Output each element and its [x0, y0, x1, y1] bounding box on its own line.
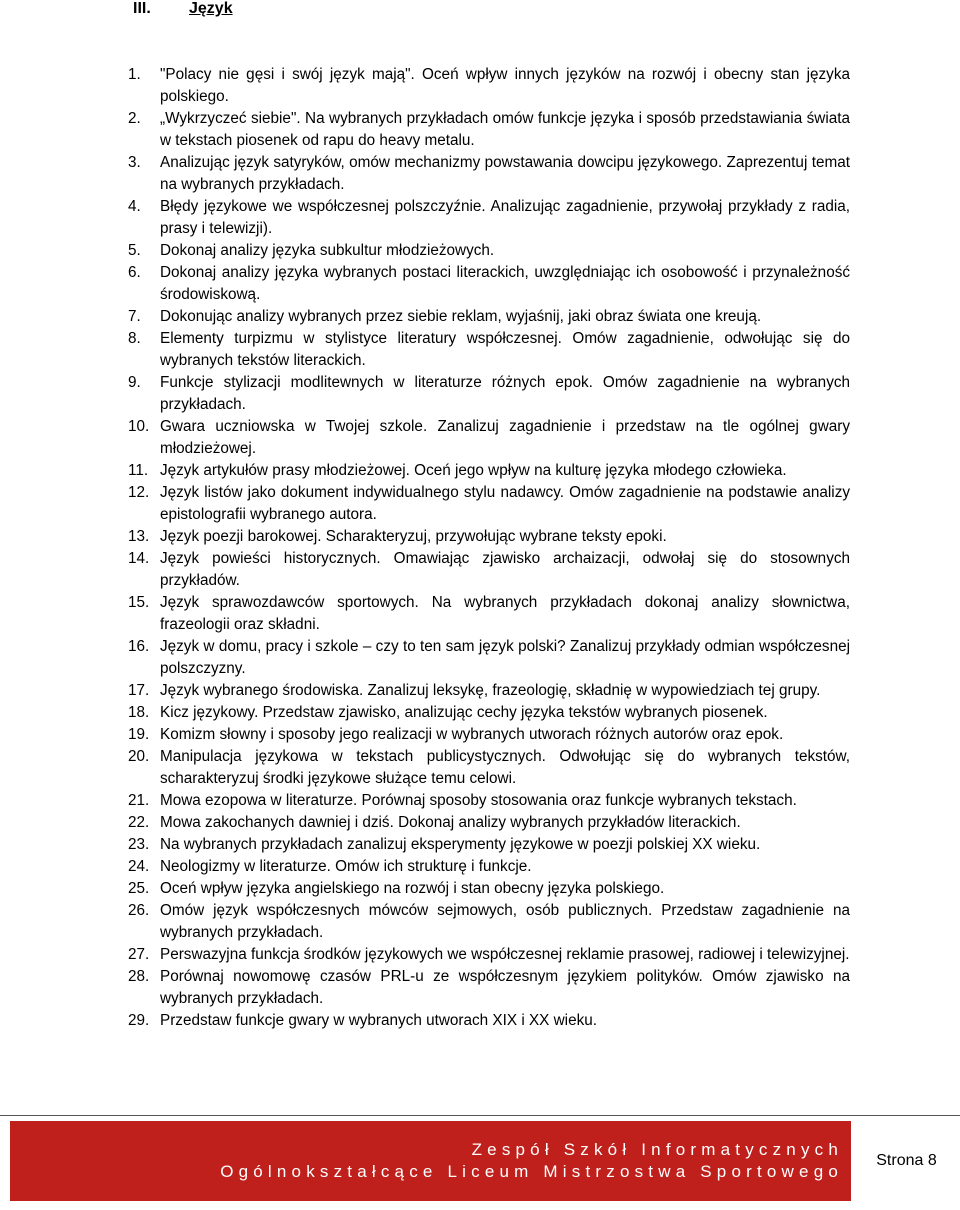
- topic-number: 8.: [128, 330, 141, 347]
- topic-text: Omów język współczesnych mówców sejmowych, osób publicznych. Przedstaw zagadnienie na wybranych przykładach.: [160, 902, 850, 941]
- topic-item: [128, 460, 850, 482]
- topic-item: [128, 152, 850, 196]
- topic-list: [128, 64, 850, 1032]
- topic-number: 5.: [128, 242, 141, 259]
- page-footer: [10, 1121, 950, 1201]
- topic-text: Na wybranych przykładach zanalizuj eksperymenty językowe w poezji polskiej XX wieku.: [160, 836, 761, 853]
- topic-text: Porównaj nowomowę czasów PRL-u ze współczesnym językiem polityków. Omów zjawisko na wybranych przykładach.: [160, 968, 850, 1007]
- topic-number: 7.: [128, 308, 141, 325]
- topic-number: 18.: [128, 704, 150, 721]
- topic-text: Język sprawozdawców sportowych. Na wybranych przykładach dokonaj analizy słownictwa, frazeologii oraz składni.: [160, 594, 850, 633]
- topic-item: [128, 416, 850, 460]
- topic-item: [128, 724, 850, 746]
- topic-number: 25.: [128, 880, 150, 897]
- section-heading: [133, 0, 233, 20]
- topic-number: 12.: [128, 484, 150, 501]
- topic-number: 29.: [128, 1012, 150, 1029]
- topic-number: 19.: [128, 726, 150, 743]
- topic-item: [128, 1010, 850, 1032]
- topic-item: [128, 548, 850, 592]
- topic-number: 26.: [128, 902, 150, 919]
- topic-item: [128, 328, 850, 372]
- topic-item: [128, 240, 850, 262]
- topic-number: 22.: [128, 814, 150, 831]
- topic-text: Błędy językowe we współczesnej polszczyźnie. Analizując zagadnienie, przywołaj przykłady z radia, prasy i telewizji).: [160, 198, 850, 237]
- topic-item: [128, 790, 850, 812]
- topic-number: 6.: [128, 264, 141, 281]
- topic-number: 16.: [128, 638, 150, 655]
- topic-item: [128, 878, 850, 900]
- topic-item: [128, 966, 850, 1010]
- topic-number: 23.: [128, 836, 150, 853]
- topic-text: Elementy turpizmu w stylistyce literatury współczesnej. Omów zagadnienie, odwołując się do wybranych tekstów literackich.: [160, 330, 850, 369]
- topic-item: [128, 680, 850, 702]
- topic-text: Manipulacja językowa w tekstach publicystycznych. Odwołując się do wybranych tekstów, scharakteryzuj środki językowe służące temu celowi.: [160, 748, 850, 787]
- footer-school-subtitle: Ogólnokształcące Liceum Mistrzostwa Sportowego: [220, 1162, 843, 1181]
- topic-text: Komizm słowny i sposoby jego realizacji w wybranych utworach różnych autorów oraz epok.: [160, 726, 784, 743]
- topic-number: 13.: [128, 528, 150, 545]
- topic-item: [128, 856, 850, 878]
- topic-number: 1.: [128, 66, 141, 83]
- topic-item: [128, 746, 850, 790]
- topic-item: [128, 372, 850, 416]
- page-number: Strona 8: [876, 1152, 937, 1169]
- topic-text: Perswazyjna funkcja środków językowych we współczesnej reklamie prasowej, radiowej i telewizyjnej.: [160, 946, 850, 963]
- topic-item: [128, 900, 850, 944]
- topic-number: 11.: [128, 462, 149, 479]
- section-numeral: III.: [133, 0, 151, 17]
- topic-text: Dokonaj analizy języka wybranych postaci literackich, uwzględniając ich osobowość i przynależność środowiskową.: [160, 264, 850, 303]
- topic-text: Oceń wpływ języka angielskiego na rozwój i stan obecny języka polskiego.: [160, 880, 665, 897]
- topic-number: 2.: [128, 110, 141, 127]
- topic-text: Język wybranego środowiska. Zanalizuj leksykę, frazeologię, składnię w wypowiedziach tej grupy.: [160, 682, 821, 699]
- topic-item: [128, 592, 850, 636]
- topic-text: Język poezji barokowej. Scharakteryzuj, przywołując wybrane teksty epoki.: [160, 528, 667, 545]
- topic-text: Analizując język satyryków, omów mechanizmy powstawania dowcipu językowego. Zaprezentuj temat na wybranych przykładach.: [160, 154, 850, 193]
- topic-text: „Wykrzyczeć siebie". Na wybranych przykładach omów funkcje języka i sposób przedstawiania świata w tekstach piosenek od rapu do heavy metalu.: [160, 110, 850, 149]
- topic-text: "Polacy nie gęsi i swój język mają". Oceń wpływ innych języków na rozwój i obecny stan języka polskiego.: [160, 66, 850, 105]
- topic-text: Język w domu, pracy i szkole – czy to ten sam język polski? Zanalizuj przykłady odmian współczesnej polszczyzny.: [160, 638, 850, 677]
- topic-item: [128, 64, 850, 108]
- topic-text: Język artykułów prasy młodzieżowej. Oceń jego wpływ na kulturę języka młodego człowieka.: [160, 462, 787, 479]
- topic-item: [128, 306, 850, 328]
- topic-number: 28.: [128, 968, 150, 985]
- topic-number: 24.: [128, 858, 150, 875]
- topic-item: [128, 834, 850, 856]
- topic-number: 4.: [128, 198, 141, 215]
- topic-item: [128, 108, 850, 152]
- topic-number: 14.: [128, 550, 150, 567]
- topic-text: Przedstaw funkcje gwary w wybranych utworach XIX i XX wieku.: [160, 1012, 597, 1029]
- topic-number: 17.: [128, 682, 150, 699]
- topic-text: Język powieści historycznych. Omawiając zjawisko archaizacji, odwołaj się do stosownych przykładów.: [160, 550, 850, 589]
- topic-text: Język listów jako dokument indywidualnego stylu nadawcy. Omów zagadnienie na podstawie analizy epistolografii wybranego autora.: [160, 484, 850, 523]
- topic-text: Funkcje stylizacji modlitewnych w literaturze różnych epok. Omów zagadnienie na wybranych przykładach.: [160, 374, 850, 413]
- topic-item: [128, 262, 850, 306]
- topic-item: [128, 636, 850, 680]
- topic-text: Gwara uczniowska w Twojej szkole. Zanalizuj zagadnienie i przedstaw na tle ogólnej gwary młodzieżowej.: [160, 418, 850, 457]
- topic-text: Neologizmy w literaturze. Omów ich strukturę i funkcje.: [160, 858, 532, 875]
- footer-school-band: [10, 1121, 851, 1201]
- topic-item: [128, 812, 850, 834]
- topic-text: Mowa zakochanych dawniej i dziś. Dokonaj analizy wybranych przykładów literackich.: [160, 814, 741, 831]
- topic-text: Kicz językowy. Przedstaw zjawisko, analizując cechy języka tekstów wybranych piosenek.: [160, 704, 768, 721]
- topic-item: [128, 944, 850, 966]
- topic-text: Mowa ezopowa w literaturze. Porównaj sposoby stosowania oraz funkcje wybranych tekstach.: [160, 792, 797, 809]
- topic-number: 21.: [128, 792, 150, 809]
- topic-item: [128, 702, 850, 724]
- section-title: Język: [189, 0, 233, 17]
- topic-number: 27.: [128, 946, 150, 963]
- topic-number: 9.: [128, 374, 141, 391]
- topic-number: 3.: [128, 154, 141, 171]
- footer-divider: [0, 1115, 960, 1116]
- topic-item: [128, 196, 850, 240]
- topic-text: Dokonując analizy wybranych przez siebie reklam, wyjaśnij, jaki obraz świata one kreują.: [160, 308, 762, 325]
- topic-number: 20.: [128, 748, 150, 765]
- topic-number: 10.: [128, 418, 150, 435]
- topic-text: Dokonaj analizy języka subkultur młodzieżowych.: [160, 242, 495, 259]
- footer-school-name: Zespół Szkół Informatycznych: [471, 1140, 843, 1159]
- topic-item: [128, 482, 850, 526]
- topic-item: [128, 526, 850, 548]
- topic-number: 15.: [128, 594, 150, 611]
